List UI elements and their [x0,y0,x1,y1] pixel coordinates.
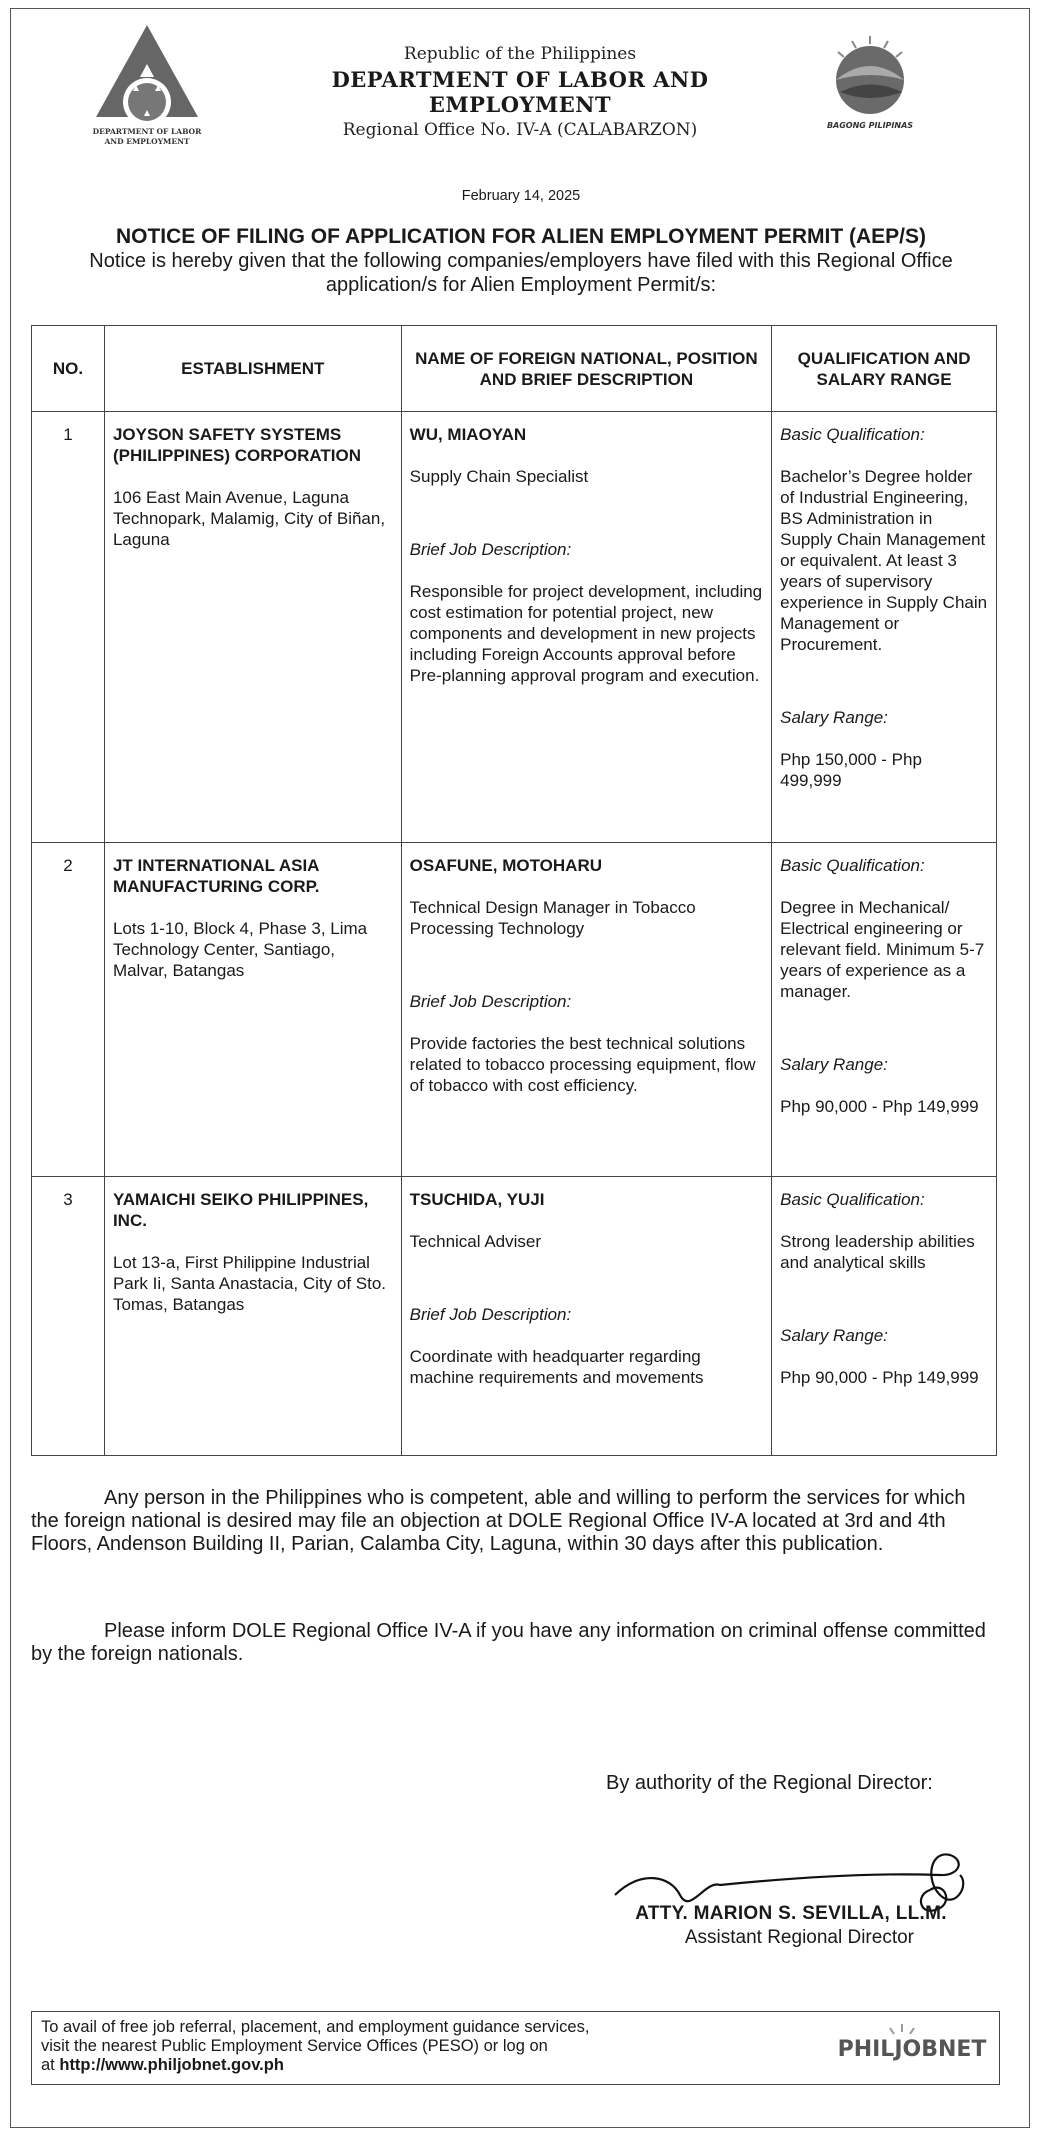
foreign-national-name: WU, MIAOYAN [409,425,527,444]
salary-range-label: Salary Range: [780,708,888,727]
job-description: Responsible for project development, including cost estimation for potential project, new components and development in new projects including Foreign Accounts approval before Pre-planning approval program and execution. [409,582,763,685]
table-row [32,1177,997,1456]
foreign-national-cell [401,843,771,1177]
foreign-national-cell [401,412,771,843]
salary-range-label: Salary Range: [780,1326,888,1345]
header-qualification: QUALIFICATION AND SALARY RANGE [772,326,997,412]
qualification-cell [772,412,997,843]
brief-job-label: Brief Job Description: [409,540,572,559]
basic-qualification-label: Basic Qualification: [780,425,925,444]
department-name: DEPARTMENT OF LABOR AND EMPLOYMENT [331,67,709,117]
header-establishment: ESTABLISHMENT [104,326,401,412]
salary-range-label: Salary Range: [780,1055,888,1074]
notice-title: NOTICE OF FILING OF APPLICATION FOR ALIEN EMPLOYMENT PERMIT (AEP/S) [115,225,927,248]
qualification-cell [772,843,997,1177]
basic-qualification-label: Basic Qualification: [780,856,925,875]
footer-line: To avail of free job referral, placement, and employment guidance services, [41,2018,590,2036]
foreign-national-name: TSUCHIDA, YUJI [409,1190,545,1209]
table-row [32,843,997,1177]
foreign-national-cell [401,1177,771,1456]
foreign-national-name: OSAFUNE, MOTOHARU [409,856,603,875]
qualification: Bachelor’s Degree holder of Industrial Engineering, BS Administration in Supply Chain Management or equivalent. At least 3 years of supervisory experience in Supply Chain Management or Procurement. [780,467,988,654]
company-address: 106 East Main Avenue, Laguna Technopark, Malamig, City of Biñan, Laguna [112,488,386,549]
bagong-pilipinas-logo [818,32,928,132]
signatory-name: ATTY. MARION S. SEVILLA, LL.M. [635,1903,947,1924]
company-name: JT INTERNATIONAL ASIA MANUFACTURING CORP. [112,856,320,896]
footer-text [41,2018,589,2075]
philjobnet-link[interactable]: http://www.philjobnet.gov.ph [59,2056,284,2074]
salary-range: Php 90,000 - Php 149,999 [780,1368,979,1387]
table-row [32,412,997,843]
establishment-cell [104,843,401,1177]
establishment-cell [104,412,401,843]
position: Supply Chain Specialist [409,467,589,486]
table-header-row [32,326,997,412]
qualification-cell [772,1177,997,1456]
objection-paragraph: Any person in the Philippines who is competent, able and willing to perform the services for which the foreign national is desired may file an objection at DOLE Regional Office IV-A located at 3rd and 4th Floors, Andenson Building II, Parian, Calamba City, Laguna, within 30 days after this publication. [31,1487,966,1555]
dole-logo [90,22,205,157]
notice-intro: Notice is hereby given that the following companies/employers have filed with this Regional Office application/s for Alien Employment Permit/s: [89,250,953,296]
row-number: 1 [32,412,105,843]
signatory-title: Assistant Regional Director [684,1927,914,1948]
svg-text:PHILJOBNET: PHILJOBNET [837,2037,987,2062]
svg-text:BAGONG PILIPINAS: BAGONG PILIPINAS [826,121,914,130]
brief-job-label: Brief Job Description: [409,992,572,1011]
svg-text:AND EMPLOYMENT: AND EMPLOYMENT [104,137,190,146]
basic-qualification-label: Basic Qualification: [780,1190,925,1209]
row-number: 3 [32,1177,105,1456]
philjobnet-logo [832,2018,992,2078]
footer-line: visit the nearest Public Employment Service Offices (PESO) or log on [41,2037,548,2055]
establishment-cell [104,1177,401,1456]
position: Technical Design Manager in Tobacco Processing Technology [409,898,696,938]
job-description: Provide factories the best technical solutions related to tobacco processing equipment, flow of tobacco with cost efficiency. [409,1034,756,1095]
aep-applications-table [31,325,997,1456]
brief-job-label: Brief Job Description: [409,1305,572,1324]
qualification: Degree in Mechanical/ Electrical engineering or relevant field. Minimum 5-7 years of experience as a manager. [780,898,985,1001]
company-name: JOYSON SAFETY SYSTEMS (PHILIPPINES) CORPORATION [112,425,362,465]
position: Technical Adviser [409,1232,541,1251]
header-no: NO. [32,326,105,412]
header-foreign-national: NAME OF FOREIGN NATIONAL, POSITION AND BRIEF DESCRIPTION [401,326,771,412]
notice-date: February 14, 2025 [461,188,581,204]
regional-office: Regional Office No. IV-A (CALABARZON) [342,120,698,140]
job-description: Coordinate with headquarter regarding machine requirements and movements [409,1347,704,1387]
letterhead [240,44,800,140]
footer-line: at http://www.philjobnet.gov.ph [41,2056,284,2074]
company-address: Lots 1-10, Block 4, Phase 3, Lima Technology Center, Santiago, Malvar, Batangas [112,919,368,980]
svg-text:DEPARTMENT OF LABOR: DEPARTMENT OF LABOR [92,127,202,136]
authority-line: By authority of the Regional Director: [606,1772,933,1794]
footer-box [31,2011,1000,2085]
company-address: Lot 13-a, First Philippine Industrial Park Ii, Santa Anastacia, City of Sto. Tomas, Batangas [112,1253,387,1314]
company-name: YAMAICHI SEIKO PHILIPPINES, INC. [112,1190,369,1230]
salary-range: Php 150,000 - Php 499,999 [780,750,922,790]
salary-range: Php 90,000 - Php 149,999 [780,1097,979,1116]
inform-paragraph: Please inform DOLE Regional Office IV-A if you have any information on criminal offense committed by the foreign nationals. [31,1620,986,1665]
republic-line: Republic of the Philippines [403,44,637,64]
qualification: Strong leadership abilities and analytical skills [780,1232,975,1272]
row-number: 2 [32,843,105,1177]
